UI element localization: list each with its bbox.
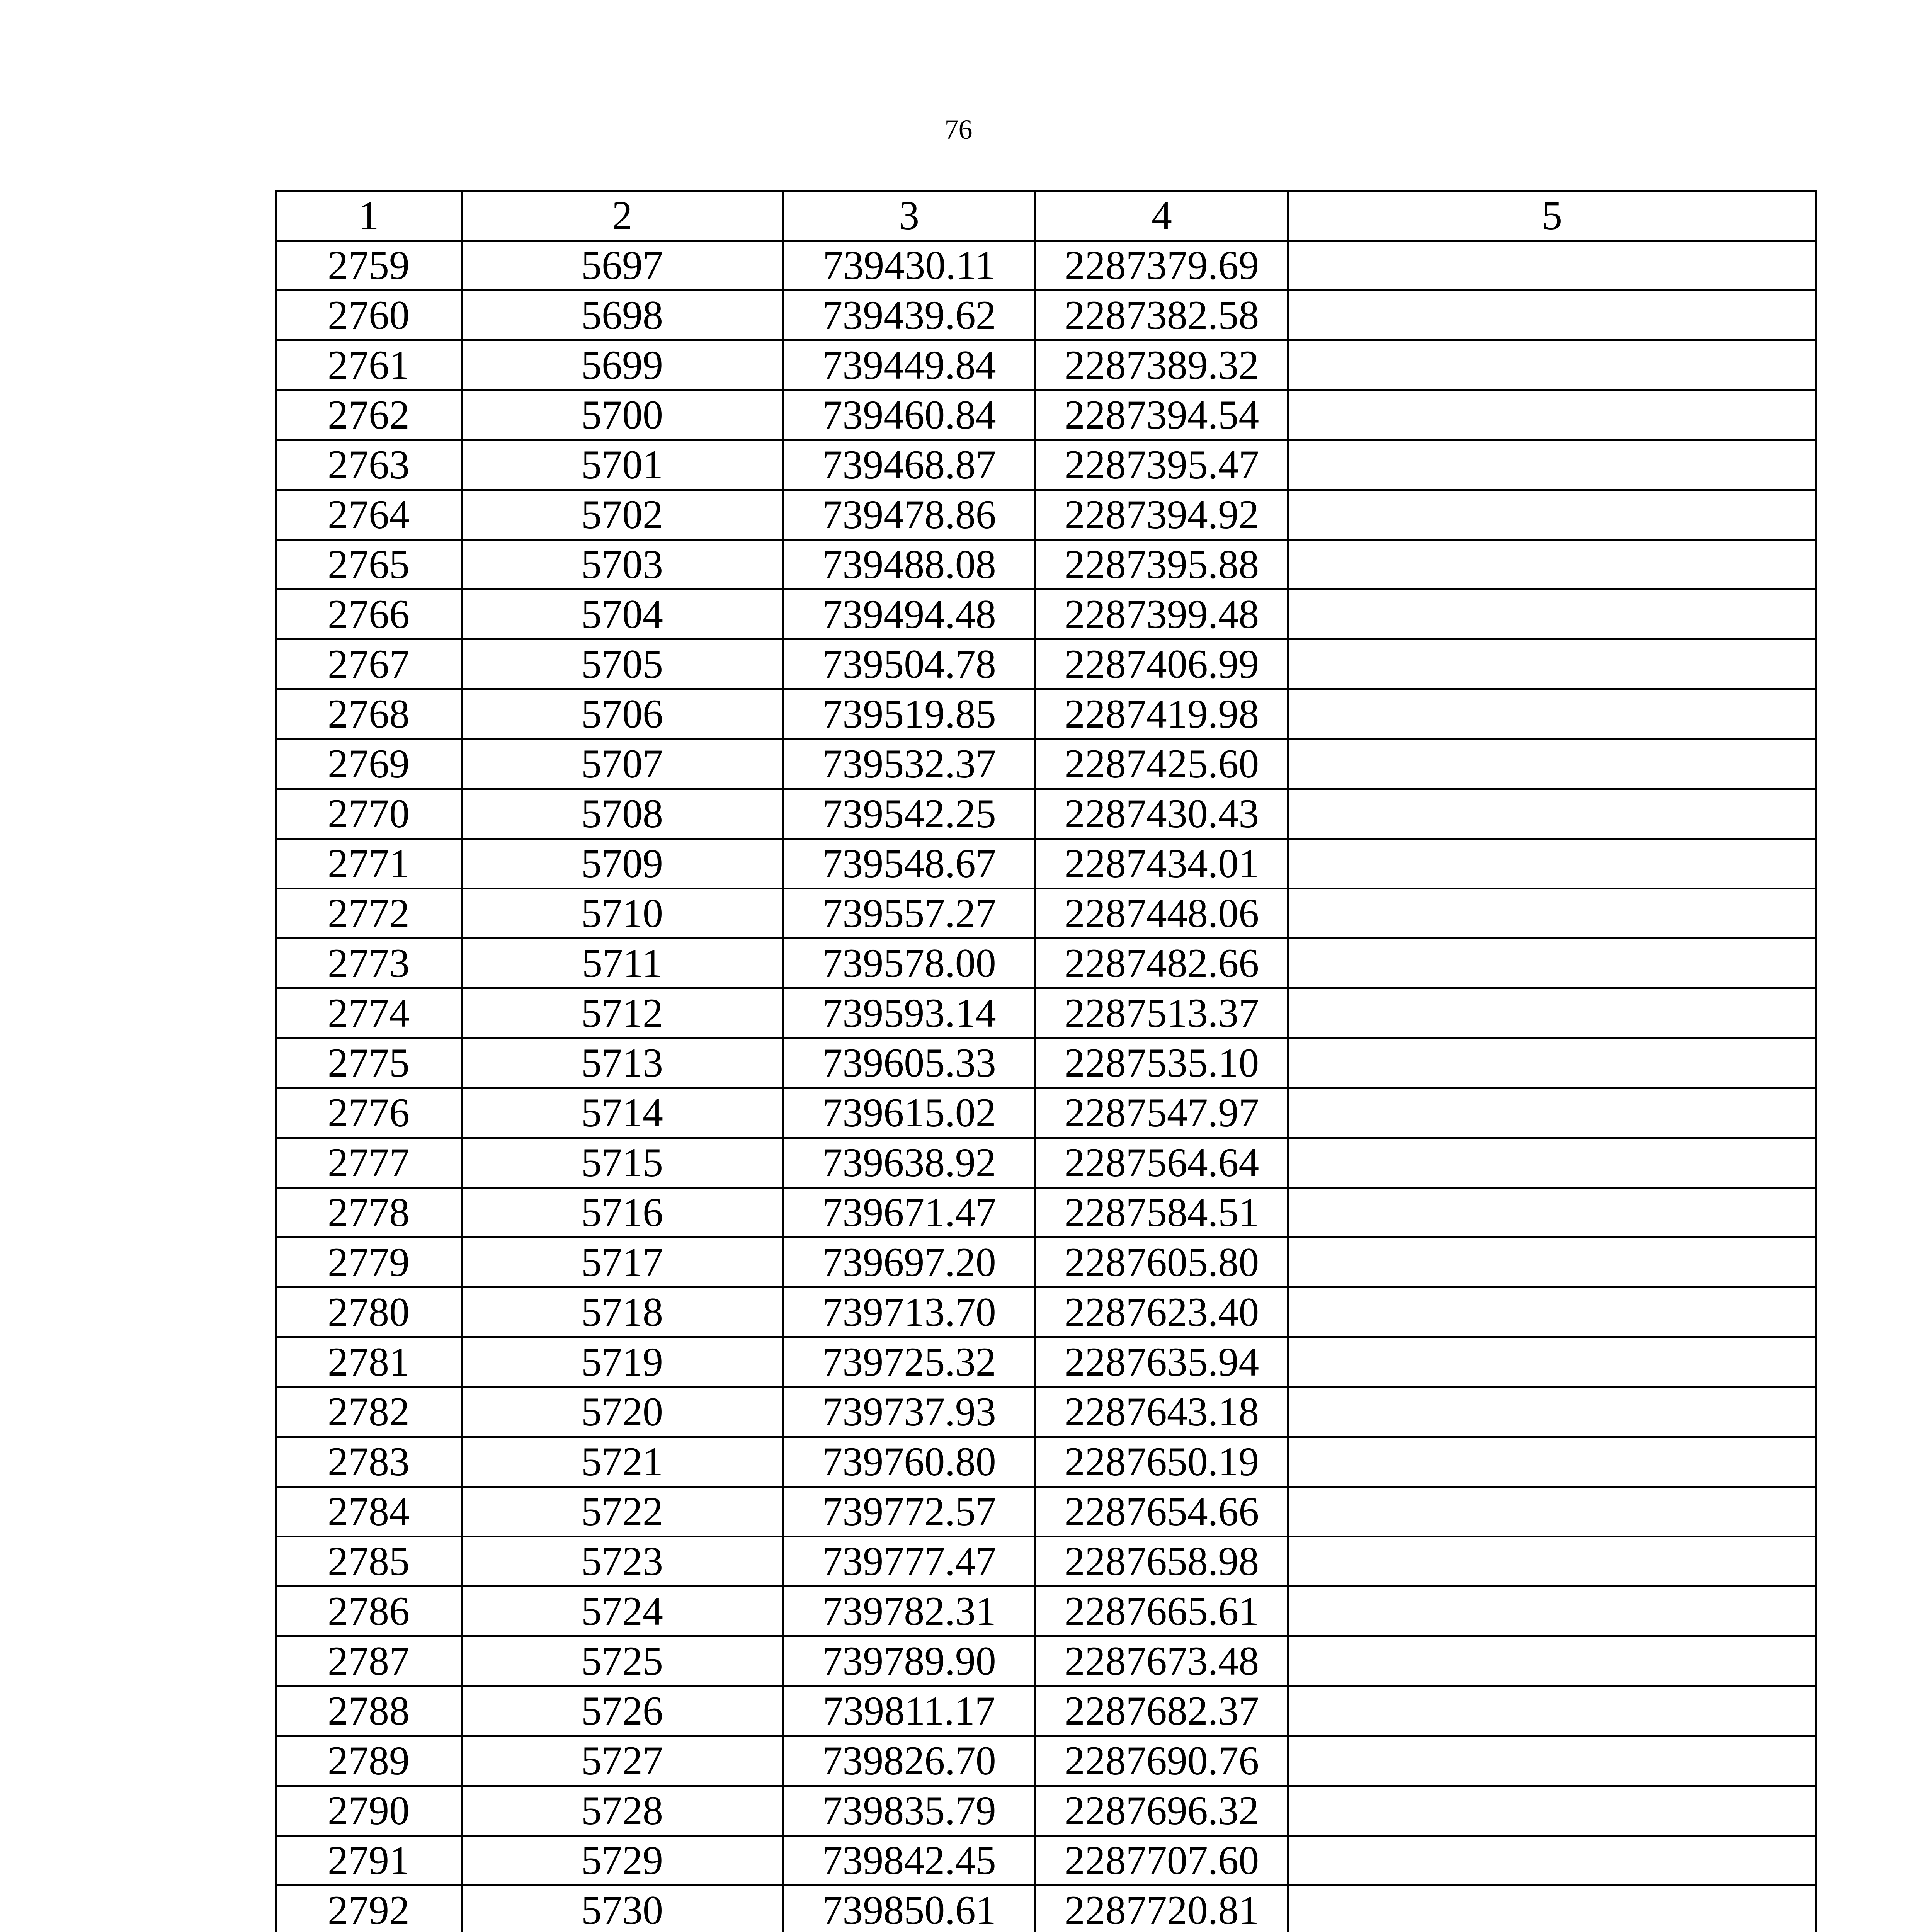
table-cell: 5716 (462, 1188, 783, 1238)
table-cell: 5728 (462, 1786, 783, 1836)
table-row (276, 440, 1816, 490)
table-cell: 5706 (462, 689, 783, 739)
table-cell: 2782 (276, 1387, 462, 1437)
header-cell: 2 (462, 191, 783, 241)
table-cell: 739578.00 (783, 939, 1036, 988)
table-cell: 2790 (276, 1786, 462, 1836)
table-cell: 2776 (276, 1088, 462, 1138)
table-cell: 2287399.48 (1036, 590, 1288, 639)
table-cell: 2788 (276, 1686, 462, 1736)
table-row (276, 1238, 1816, 1287)
table-row (276, 689, 1816, 739)
table-cell: 739835.79 (783, 1786, 1036, 1836)
table-row (276, 1188, 1816, 1238)
table-cell: 2287654.66 (1036, 1487, 1288, 1537)
table-row (276, 939, 1816, 988)
table-cell (1288, 639, 1816, 689)
table-cell: 2780 (276, 1287, 462, 1337)
table-cell: 2781 (276, 1337, 462, 1387)
table-cell: 2287673.48 (1036, 1636, 1288, 1686)
table-cell: 739478.86 (783, 490, 1036, 540)
table-cell: 2287584.51 (1036, 1188, 1288, 1238)
table-cell: 2287434.01 (1036, 839, 1288, 889)
table-cell: 739725.32 (783, 1337, 1036, 1387)
table-cell: 5723 (462, 1537, 783, 1587)
table-cell: 739638.92 (783, 1138, 1036, 1188)
table-row (276, 1686, 1816, 1736)
table-row (276, 1387, 1816, 1437)
table-cell: 2287707.60 (1036, 1836, 1288, 1886)
table-cell: 2287643.18 (1036, 1387, 1288, 1437)
table-row (276, 1437, 1816, 1487)
table-cell: 2761 (276, 340, 462, 390)
table-cell: 739449.84 (783, 340, 1036, 390)
table-cell (1288, 1686, 1816, 1736)
table-cell: 5702 (462, 490, 783, 540)
table-cell: 2786 (276, 1587, 462, 1636)
table-cell (1288, 739, 1816, 789)
table-cell: 2760 (276, 291, 462, 340)
table-cell: 739488.08 (783, 540, 1036, 590)
table-cell (1288, 1038, 1816, 1088)
table-row (276, 1138, 1816, 1188)
table-cell: 739777.47 (783, 1537, 1036, 1587)
table-cell (1288, 1886, 1816, 1932)
table-cell: 5697 (462, 241, 783, 291)
table-cell: 2778 (276, 1188, 462, 1238)
table-cell: 739760.80 (783, 1437, 1036, 1487)
table-cell (1288, 590, 1816, 639)
table-cell (1288, 988, 1816, 1038)
table-cell: 5727 (462, 1736, 783, 1786)
table-cell (1288, 1836, 1816, 1886)
table-cell: 2287513.37 (1036, 988, 1288, 1038)
table-row (276, 241, 1816, 291)
table-cell: 2765 (276, 540, 462, 590)
table-cell: 5717 (462, 1238, 783, 1287)
table-row (276, 1786, 1816, 1836)
table-cell: 739842.45 (783, 1836, 1036, 1886)
table-row (276, 1287, 1816, 1337)
table-cell: 2287382.58 (1036, 291, 1288, 340)
table-cell: 2287564.64 (1036, 1138, 1288, 1188)
table-cell: 2287696.32 (1036, 1786, 1288, 1836)
table-cell: 2287482.66 (1036, 939, 1288, 988)
table-cell: 739713.70 (783, 1287, 1036, 1337)
table-cell (1288, 291, 1816, 340)
table-row (276, 1537, 1816, 1587)
table-cell (1288, 1188, 1816, 1238)
table-cell: 739737.93 (783, 1387, 1036, 1437)
table-cell: 5720 (462, 1387, 783, 1437)
table-cell (1288, 1088, 1816, 1138)
table-cell: 5715 (462, 1138, 783, 1188)
table-cell: 5712 (462, 988, 783, 1038)
table-cell: 739772.57 (783, 1487, 1036, 1537)
table-cell: 739811.17 (783, 1686, 1036, 1736)
table-cell: 5700 (462, 390, 783, 440)
table-cell: 739430.11 (783, 241, 1036, 291)
table-cell: 2287448.06 (1036, 889, 1288, 939)
table-row (276, 540, 1816, 590)
table-cell: 5721 (462, 1437, 783, 1487)
table-cell: 2777 (276, 1138, 462, 1188)
header-cell: 5 (1288, 191, 1816, 241)
table-cell: 5710 (462, 889, 783, 939)
header-cell: 1 (276, 191, 462, 241)
table-cell: 739593.14 (783, 988, 1036, 1038)
table-row (276, 490, 1816, 540)
table-cell: 2287658.98 (1036, 1537, 1288, 1587)
table-cell (1288, 689, 1816, 739)
table-cell: 5718 (462, 1287, 783, 1337)
header-cell: 3 (783, 191, 1036, 241)
table-cell: 739504.78 (783, 639, 1036, 689)
table-cell: 739557.27 (783, 889, 1036, 939)
table-row (276, 1736, 1816, 1786)
table-cell (1288, 889, 1816, 939)
table-row (276, 739, 1816, 789)
table-cell: 2763 (276, 440, 462, 490)
table-cell: 2287665.61 (1036, 1587, 1288, 1636)
table-cell (1288, 1786, 1816, 1836)
table-cell: 2767 (276, 639, 462, 689)
table-cell: 2287623.40 (1036, 1287, 1288, 1337)
table-row (276, 1088, 1816, 1138)
table-cell: 5713 (462, 1038, 783, 1088)
table-row (276, 1886, 1816, 1932)
table-cell: 2287535.10 (1036, 1038, 1288, 1088)
table-cell (1288, 1387, 1816, 1437)
table-cell (1288, 1537, 1816, 1587)
table-cell: 5722 (462, 1487, 783, 1537)
table-cell (1288, 490, 1816, 540)
table-cell: 2773 (276, 939, 462, 988)
table-cell (1288, 1487, 1816, 1537)
table-cell: 2287395.47 (1036, 440, 1288, 490)
table-cell: 739542.25 (783, 789, 1036, 839)
table-cell: 2287650.19 (1036, 1437, 1288, 1487)
table-cell: 5725 (462, 1636, 783, 1686)
table-row (276, 889, 1816, 939)
table-cell: 2287419.98 (1036, 689, 1288, 739)
table-cell: 5707 (462, 739, 783, 789)
table-row (276, 1836, 1816, 1886)
table-cell (1288, 390, 1816, 440)
table-cell: 5714 (462, 1088, 783, 1138)
table-cell: 2769 (276, 739, 462, 789)
table-cell: 739605.33 (783, 1038, 1036, 1088)
table-cell: 2287394.92 (1036, 490, 1288, 540)
table-cell: 2287605.80 (1036, 1238, 1288, 1287)
table-cell: 5698 (462, 291, 783, 340)
table-cell: 739519.85 (783, 689, 1036, 739)
table-cell: 2762 (276, 390, 462, 440)
table-cell: 5708 (462, 789, 783, 839)
table-cell (1288, 1287, 1816, 1337)
table-cell: 5719 (462, 1337, 783, 1387)
table-cell (1288, 1587, 1816, 1636)
table-row (276, 340, 1816, 390)
table-cell: 739782.31 (783, 1587, 1036, 1636)
table-cell: 5730 (462, 1886, 783, 1932)
table-cell: 2791 (276, 1836, 462, 1886)
table-cell: 2764 (276, 490, 462, 540)
table-cell: 2770 (276, 789, 462, 839)
table-cell: 2784 (276, 1487, 462, 1537)
table-row (276, 839, 1816, 889)
table-cell: 739548.67 (783, 839, 1036, 889)
table-cell: 2287394.54 (1036, 390, 1288, 440)
table-cell (1288, 1636, 1816, 1686)
table-cell: 739789.90 (783, 1636, 1036, 1686)
table-row (276, 1636, 1816, 1686)
table-cell: 2768 (276, 689, 462, 739)
table-cell: 5729 (462, 1836, 783, 1886)
table-cell: 2287425.60 (1036, 739, 1288, 789)
table-cell (1288, 1337, 1816, 1387)
table-cell (1288, 1437, 1816, 1487)
table-cell: 2287635.94 (1036, 1337, 1288, 1387)
table-cell (1288, 1238, 1816, 1287)
table-cell (1288, 540, 1816, 590)
table-body (276, 191, 1816, 1932)
table-row (276, 1038, 1816, 1088)
table-cell: 2759 (276, 241, 462, 291)
table-cell: 5709 (462, 839, 783, 889)
header-cell: 4 (1036, 191, 1288, 241)
table-cell (1288, 839, 1816, 889)
table-cell: 2287682.37 (1036, 1686, 1288, 1736)
table-cell: 2792 (276, 1886, 462, 1932)
table-cell: 2775 (276, 1038, 462, 1088)
table-cell (1288, 1736, 1816, 1786)
table-cell: 739532.37 (783, 739, 1036, 789)
table-cell: 739439.62 (783, 291, 1036, 340)
table-cell: 2772 (276, 889, 462, 939)
table-row (276, 1337, 1816, 1387)
table-cell (1288, 939, 1816, 988)
table-cell: 2287547.97 (1036, 1088, 1288, 1138)
table-cell (1288, 340, 1816, 390)
table-cell: 739615.02 (783, 1088, 1036, 1138)
table-cell (1288, 440, 1816, 490)
table-cell (1288, 789, 1816, 839)
table-cell: 2287389.32 (1036, 340, 1288, 390)
coordinates-table (275, 190, 1817, 1932)
table-cell: 2287395.88 (1036, 540, 1288, 590)
table-cell: 5703 (462, 540, 783, 590)
table-row (276, 988, 1816, 1038)
table-row (276, 390, 1816, 440)
table-cell: 5704 (462, 590, 783, 639)
table-row (276, 1587, 1816, 1636)
table-cell: 2287430.43 (1036, 789, 1288, 839)
table-cell: 739826.70 (783, 1736, 1036, 1786)
table-row (276, 789, 1816, 839)
table-cell: 2287406.99 (1036, 639, 1288, 689)
table-cell: 5701 (462, 440, 783, 490)
table-cell: 2287690.76 (1036, 1736, 1288, 1786)
table-cell: 5726 (462, 1686, 783, 1736)
page-number: 76 (944, 114, 973, 145)
table-cell: 2771 (276, 839, 462, 889)
table-cell (1288, 1138, 1816, 1188)
table-cell: 5699 (462, 340, 783, 390)
table-cell: 2789 (276, 1736, 462, 1786)
table-cell: 2783 (276, 1437, 462, 1487)
table-cell: 739697.20 (783, 1238, 1036, 1287)
table-row (276, 590, 1816, 639)
table-cell: 2774 (276, 988, 462, 1038)
table-cell: 739671.47 (783, 1188, 1036, 1238)
table-cell: 2287720.81 (1036, 1886, 1288, 1932)
table-cell: 2785 (276, 1537, 462, 1587)
table-cell: 2779 (276, 1238, 462, 1287)
table-cell: 5724 (462, 1587, 783, 1636)
table-row (276, 291, 1816, 340)
table-row (276, 639, 1816, 689)
table-cell: 2287379.69 (1036, 241, 1288, 291)
table-cell (1288, 241, 1816, 291)
table-cell: 739850.61 (783, 1886, 1036, 1932)
table-row (276, 1487, 1816, 1537)
table-cell: 739460.84 (783, 390, 1036, 440)
table-cell: 739494.48 (783, 590, 1036, 639)
table-cell: 739468.87 (783, 440, 1036, 490)
table-cell: 5711 (462, 939, 783, 988)
table-cell: 2766 (276, 590, 462, 639)
table-cell: 5705 (462, 639, 783, 689)
table-cell: 2787 (276, 1636, 462, 1686)
table-header-row (276, 191, 1816, 241)
